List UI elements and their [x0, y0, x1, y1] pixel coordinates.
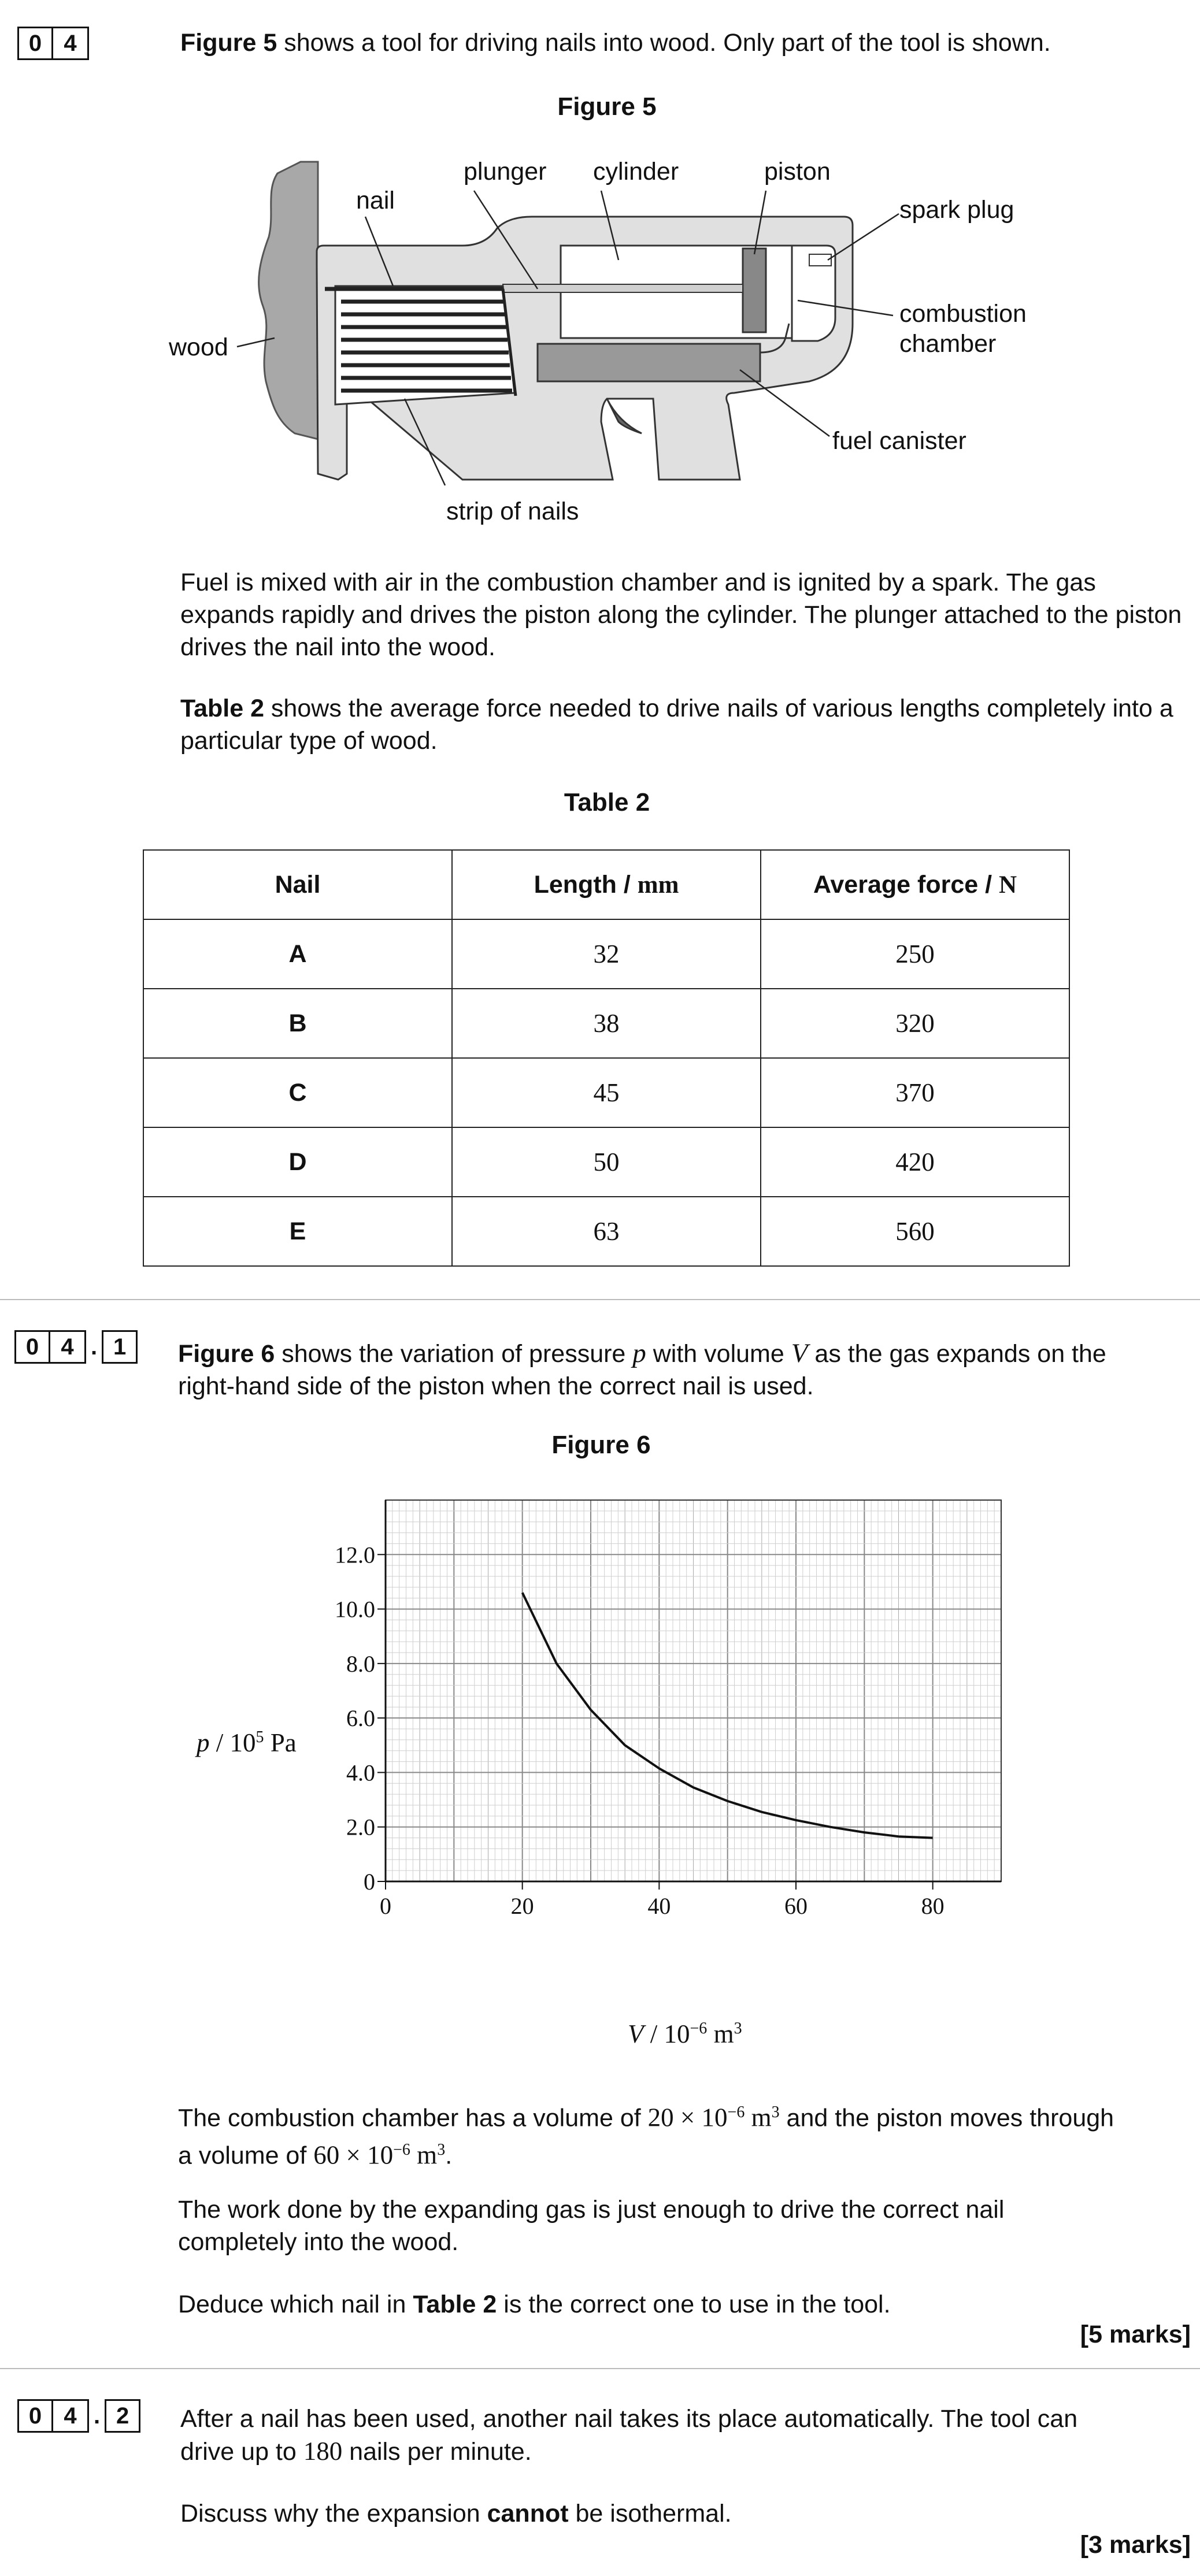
- value-volume-2: 60 × 10: [313, 2140, 394, 2170]
- y-tick-label: 0: [364, 1869, 375, 1895]
- x-tick-label: 40: [647, 1893, 671, 1919]
- text: and the piston moves through: [779, 2104, 1114, 2132]
- unit: m: [410, 2140, 438, 2170]
- question-04-intro: [180, 27, 1186, 59]
- question-04-2-text: [180, 2403, 1192, 2468]
- col-header-force: [761, 850, 1069, 919]
- cell-force: 320: [761, 989, 1069, 1058]
- text: nails per minute.: [342, 2438, 532, 2466]
- table2: [143, 849, 1070, 1267]
- xlabel-text: / 10: [643, 2020, 690, 2048]
- question-number-04-2: [17, 2399, 140, 2433]
- exp: −6: [727, 2103, 745, 2121]
- plunger: [503, 284, 743, 292]
- value-volume-1: 20 × 10: [647, 2103, 728, 2132]
- cell-length: 45: [452, 1058, 761, 1127]
- qnum-digit: 4: [50, 1330, 86, 1364]
- section-divider: [0, 1299, 1200, 1300]
- paragraph-text: shows the average force needed to drive nails of various lengths completely into a particular type of wood.: [180, 695, 1173, 755]
- text: a volume of: [178, 2141, 314, 2170]
- paragraph-work-done: The work done by the expanding gas is just enough to drive the correct nail completely into the wood.: [178, 2196, 1005, 2256]
- qnum-digit: 0: [14, 1330, 50, 1364]
- label-wood: wood: [169, 333, 228, 361]
- text: After a nail has been used, another nail takes its place automatically. The tool can: [180, 2405, 1078, 2433]
- x-tick-label: 20: [510, 1893, 534, 1919]
- table2-title: Table 2: [564, 788, 650, 816]
- cell-nail: C: [143, 1058, 452, 1127]
- y-tick-label: 10.0: [335, 1596, 375, 1623]
- cell-length: 32: [452, 919, 761, 989]
- text: shows the variation of pressure: [275, 1340, 633, 1368]
- figure5-nail-gun-diagram: [162, 150, 1029, 532]
- exp: −6: [393, 2141, 410, 2159]
- figure5-ref: Figure 5: [180, 29, 277, 57]
- unit: m: [745, 2103, 772, 2132]
- x-tick-label: 80: [921, 1893, 945, 1919]
- text: be isothermal.: [568, 2500, 732, 2527]
- text: with volume: [646, 1340, 791, 1368]
- header-text: Length /: [534, 870, 638, 899]
- trigger: [607, 399, 642, 433]
- text: is the correct one to use in the tool.: [497, 2291, 891, 2318]
- label-cylinder: cylinder: [593, 158, 679, 185]
- y-tick-label: 2.0: [346, 1814, 375, 1840]
- text: right-hand side of the piston when the correct nail is used.: [178, 1372, 814, 1400]
- figure5-title: Figure 5: [557, 92, 657, 121]
- x-tick-label: 0: [380, 1893, 391, 1919]
- cell-nail: E: [143, 1197, 452, 1266]
- label-nail: nail: [356, 187, 395, 214]
- paragraph-table2-intro: [180, 692, 1186, 757]
- x-tick-label: 60: [784, 1893, 808, 1919]
- xlabel-exp: −6: [690, 2020, 708, 2037]
- table-row: [143, 1127, 1069, 1197]
- ylabel-unit: Pa: [264, 1728, 297, 1757]
- text: .: [445, 2141, 453, 2170]
- ylabel-text: / 10: [209, 1728, 256, 1757]
- qnum-digit: 4: [53, 2399, 89, 2433]
- table-row: [143, 989, 1069, 1058]
- ylabel-symbol: p: [197, 1728, 210, 1757]
- figure6-xlabel: [628, 2019, 742, 2049]
- qnum-dot: .: [91, 1334, 98, 1360]
- text: Deduce which nail in: [178, 2291, 413, 2318]
- intro-text: shows a tool for driving nails into wood. Only part of the tool is shown.: [277, 29, 1051, 57]
- question-number-04-1: [14, 1330, 138, 1364]
- figure6-chart: [335, 1491, 1017, 1919]
- wood-block: [259, 162, 318, 439]
- xlabel-symbol: V: [628, 2020, 644, 2048]
- label-strip-of-nails: strip of nails: [446, 498, 579, 525]
- text: as the gas expands on the: [808, 1340, 1106, 1368]
- qnum-digit: 2: [105, 2399, 140, 2433]
- ylabel-exp: 5: [255, 1728, 264, 1746]
- figure6-ref: Figure 6: [178, 1340, 275, 1368]
- cell-force: 420: [761, 1127, 1069, 1197]
- table-row: [143, 1058, 1069, 1127]
- label-combustion-2: chamber: [899, 330, 997, 358]
- qnum-dot: .: [94, 2403, 101, 2429]
- col-header-length: [452, 850, 761, 919]
- section-divider: [0, 2368, 1200, 2369]
- cell-force: 370: [761, 1058, 1069, 1127]
- paragraph-deduce: [178, 2288, 1184, 2321]
- table-row: [143, 1197, 1069, 1266]
- label-piston: piston: [764, 158, 831, 185]
- text: The combustion chamber has a volume of: [178, 2104, 648, 2132]
- text: Discuss why the expansion: [180, 2500, 487, 2527]
- header-text: Average force /: [813, 870, 999, 899]
- y-tick-label: 8.0: [346, 1650, 375, 1677]
- fuel-canister: [538, 344, 760, 381]
- unit-exp: 3: [437, 2141, 446, 2159]
- label-spark-plug: spark plug: [899, 196, 1014, 224]
- qnum-digit: 4: [53, 27, 89, 60]
- label-combustion-1: combustion: [899, 300, 1027, 328]
- cell-length: 63: [452, 1197, 761, 1266]
- cell-length: 50: [452, 1127, 761, 1197]
- table-row: [143, 919, 1069, 989]
- xlabel-unit: m: [707, 2020, 734, 2048]
- col-header-nail: Nail: [143, 850, 452, 919]
- table2-ref: Table 2: [180, 695, 264, 722]
- label-plunger: plunger: [464, 158, 547, 185]
- cell-nail: B: [143, 989, 452, 1058]
- paragraph-fuel: Fuel is mixed with air in the combustion chamber and is ignited by a spark. The gas expands rapidly and drives the piston along the cylinder. The plunger attached to the piston drives the nail into the wood.: [180, 569, 1182, 661]
- emphasis-cannot: cannot: [487, 2500, 569, 2527]
- qnum-digit: 0: [17, 2399, 53, 2433]
- qnum-digit: 0: [17, 27, 53, 60]
- y-tick-label: 6.0: [346, 1705, 375, 1732]
- qnum-digit: 1: [102, 1330, 138, 1364]
- unit-exp: 3: [771, 2103, 780, 2121]
- cell-nail: D: [143, 1127, 452, 1197]
- piston: [743, 248, 766, 332]
- cell-force: 250: [761, 919, 1069, 989]
- header-unit: mm: [637, 871, 679, 899]
- cell-length: 38: [452, 989, 761, 1058]
- question-number-04: [17, 27, 89, 60]
- label-fuel-canister: fuel canister: [832, 427, 966, 455]
- figure6-ylabel: [197, 1728, 297, 1758]
- text: drive up to: [180, 2438, 303, 2466]
- paragraph-volumes: [178, 2096, 1195, 2172]
- paragraph-isothermal: [180, 2497, 1186, 2530]
- marks-04-2: [3 marks]: [1080, 2531, 1191, 2559]
- value-nails-per-minute: 180: [303, 2437, 343, 2466]
- marks-04-1: [5 marks]: [1080, 2321, 1191, 2348]
- figure6-title: Figure 6: [551, 1431, 651, 1459]
- cell-force: 560: [761, 1197, 1069, 1266]
- y-tick-label: 4.0: [346, 1760, 375, 1786]
- y-tick-label: 12.0: [335, 1542, 375, 1568]
- symbol-p: p: [632, 1338, 646, 1368]
- cell-nail: A: [143, 919, 452, 989]
- xlabel-unit-exp: 3: [734, 2020, 742, 2037]
- symbol-v: V: [791, 1338, 808, 1368]
- header-unit: N: [999, 871, 1017, 899]
- table2-ref: Table 2: [413, 2291, 497, 2318]
- question-04-1-text: [178, 1337, 1190, 1402]
- table-header-row: [143, 850, 1069, 919]
